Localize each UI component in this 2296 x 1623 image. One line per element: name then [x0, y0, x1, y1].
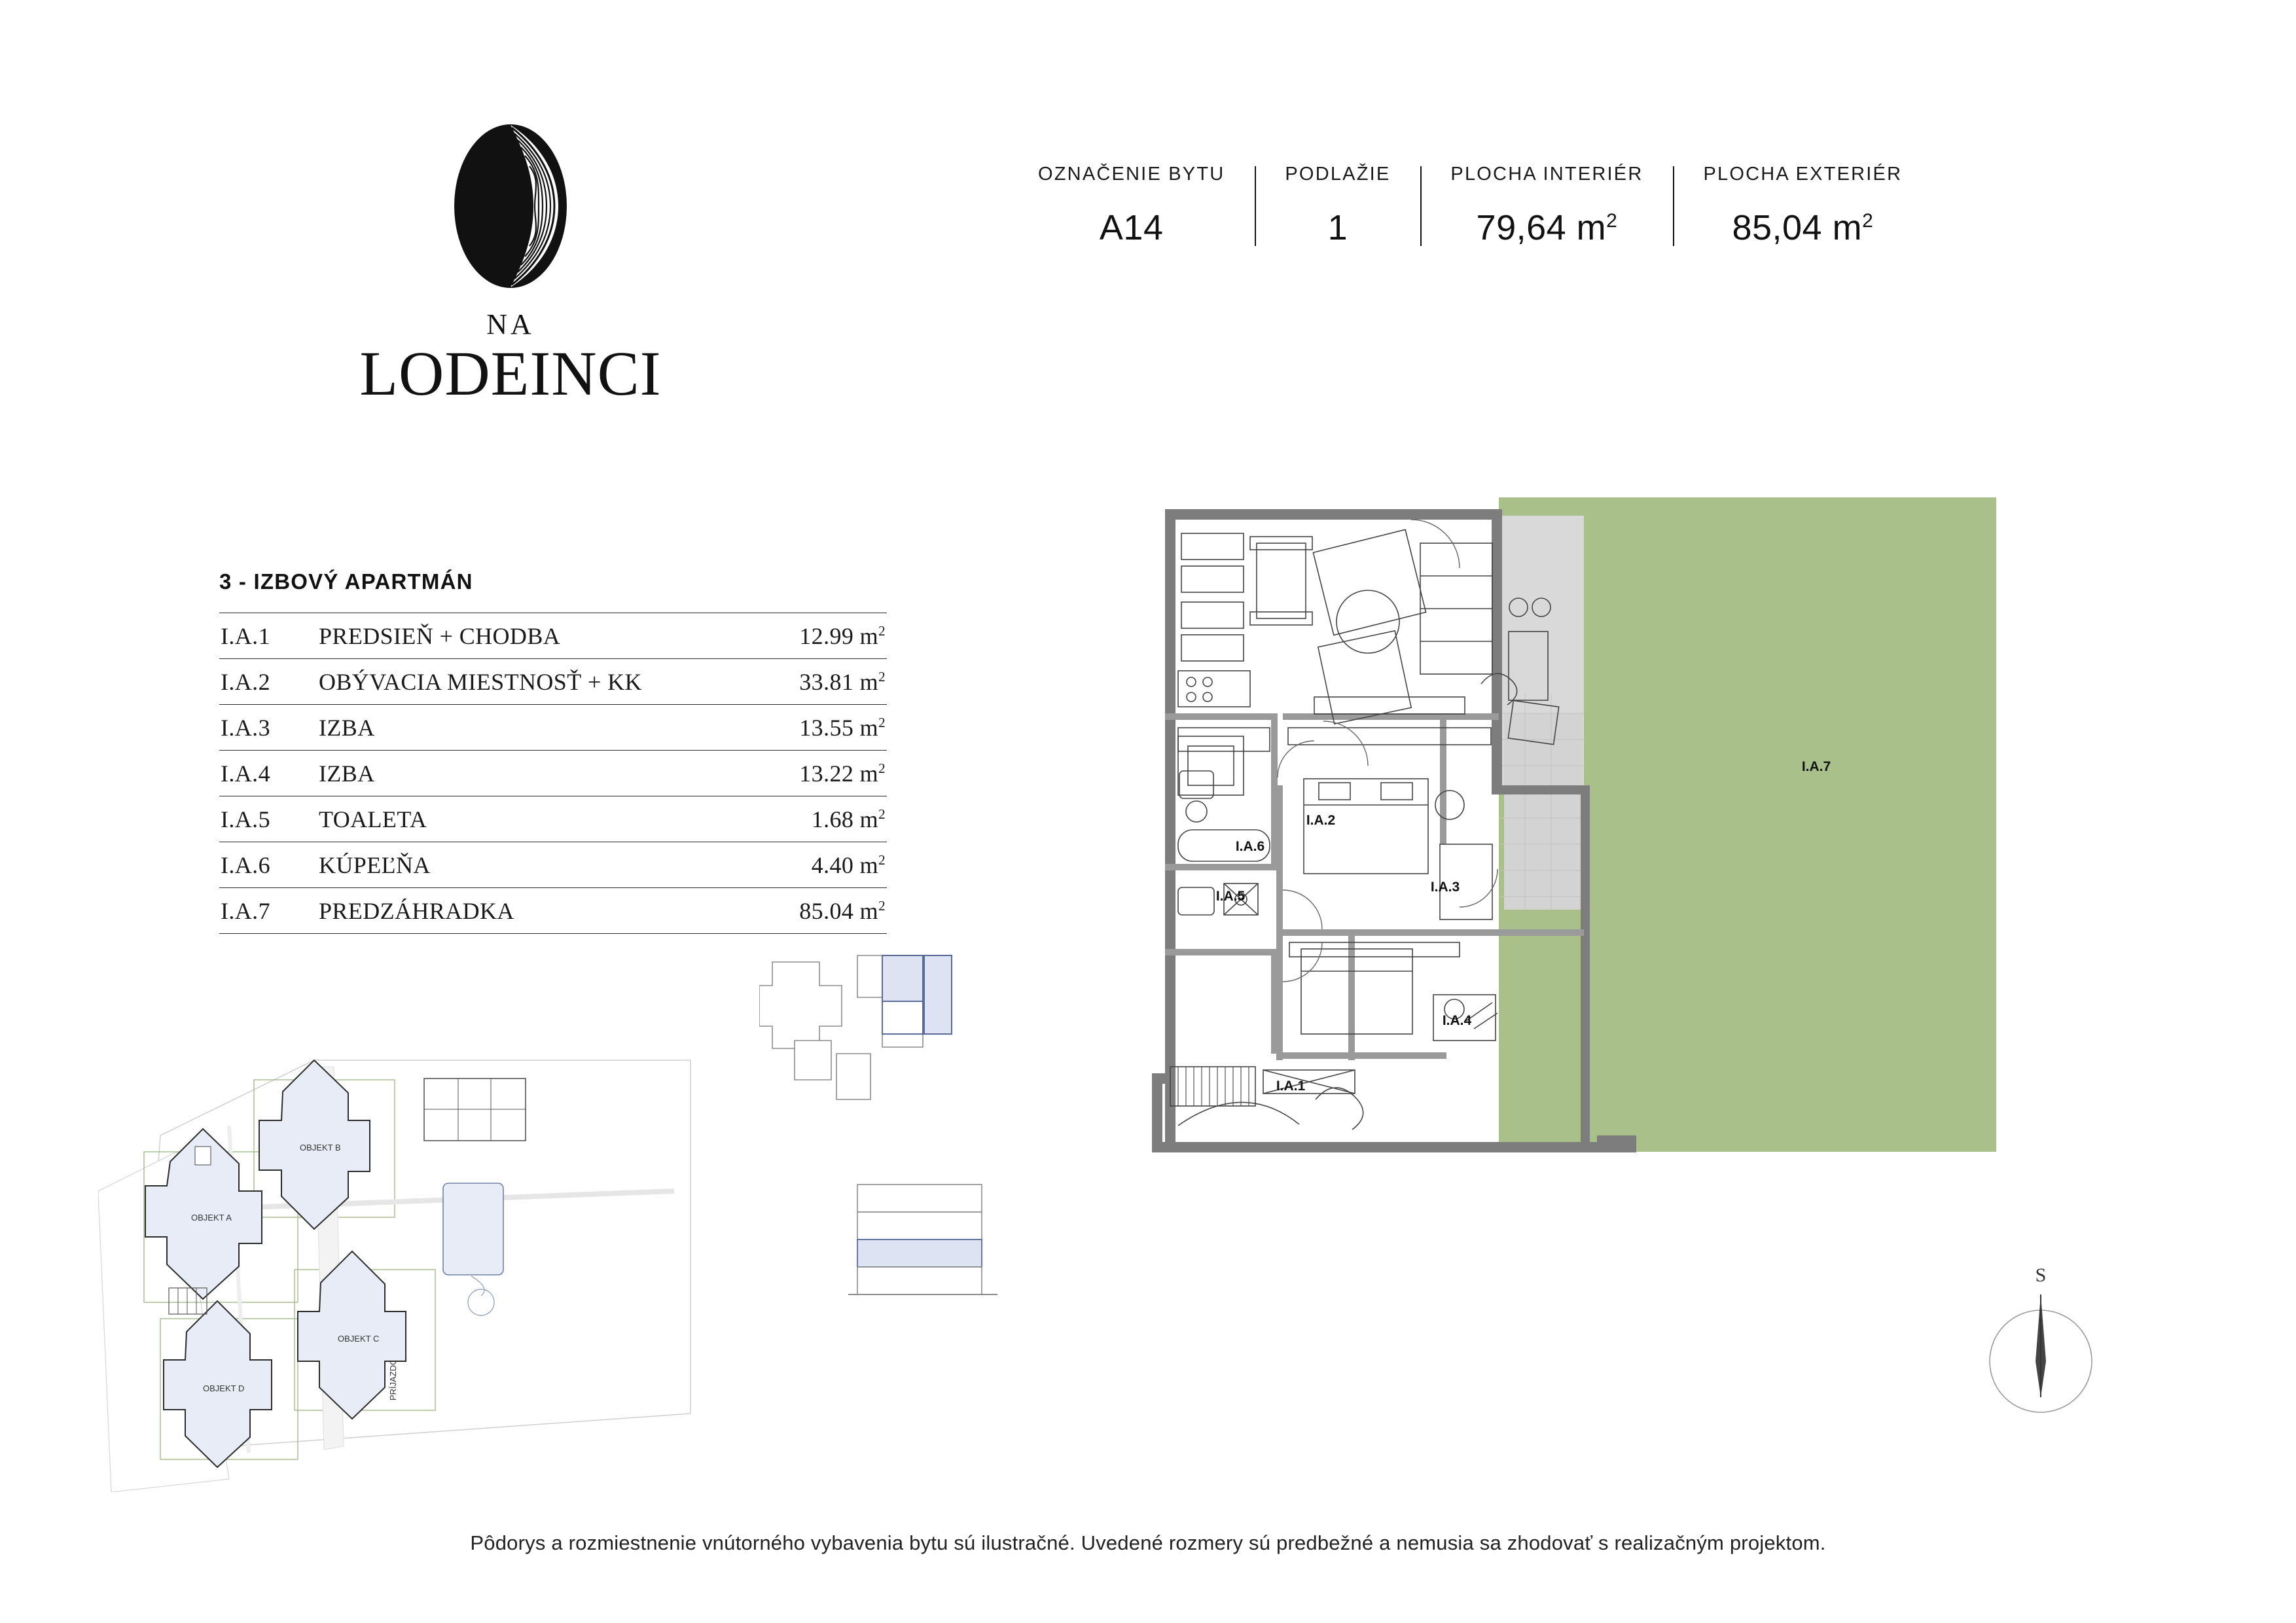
- room-name: PREDSIEŇ + CHODBA: [317, 613, 723, 659]
- room-table: [219, 613, 887, 934]
- room-schedule: [219, 569, 900, 934]
- room-label-ia5: I.A.5: [1215, 889, 1246, 904]
- site-building-label: OBJEKT C: [338, 1334, 380, 1344]
- stat-value: 79,64 $m^2$: [1476, 208, 1618, 247]
- room-label-ia2: I.A.2: [1306, 813, 1336, 828]
- stat-label: PODLAŽIE: [1285, 164, 1391, 185]
- site-building-label: OBJEKT A: [191, 1213, 232, 1222]
- stat-apartment-code: [1008, 164, 1255, 248]
- apartment-floorplan: [1152, 497, 2016, 1191]
- door-swings: [1278, 520, 1498, 982]
- key-plan-highlight-unit: [882, 955, 952, 1034]
- room-label-ia7: I.A.7: [1801, 759, 1831, 774]
- furniture-bathroom: [1178, 728, 1270, 915]
- stat-value: A14: [1099, 208, 1164, 247]
- table-row: [219, 796, 887, 842]
- room-code: I.A.3: [219, 705, 317, 751]
- stat-interior-area: [1420, 164, 1673, 248]
- furniture-hall: [1170, 1067, 1363, 1130]
- o-leaf-logo-icon: [442, 118, 579, 294]
- room-code: I.A.4: [219, 751, 317, 796]
- apartment-summary: [1008, 164, 1932, 248]
- room-code: I.A.6: [219, 842, 317, 888]
- room-label-ia1: I.A.1: [1276, 1079, 1306, 1094]
- room-label-ia3: I.A.3: [1430, 880, 1460, 895]
- compass-direction-label: S: [2035, 1264, 2047, 1286]
- brand-name: LODEINCI: [359, 338, 662, 408]
- stat-label: PLOCHA INTERIÉR: [1450, 164, 1643, 185]
- brand-pre-name: NA: [486, 308, 535, 340]
- site-building-label: OBJEKT B: [300, 1143, 341, 1152]
- room-area: 85.04 $m^2$: [723, 888, 887, 934]
- room-code: I.A.7: [219, 888, 317, 934]
- table-row: [219, 751, 887, 796]
- brand-logo: [340, 118, 681, 410]
- key-plan-highlight-floor: [857, 1240, 982, 1267]
- room-area: 33.81 $m^2$: [723, 659, 887, 705]
- room-name: OBÝVACIA MIESTNOSŤ + KK: [317, 659, 723, 705]
- room-name: IZBA: [317, 705, 723, 751]
- compass-rose: [1970, 1263, 2114, 1427]
- room-code: I.A.5: [219, 796, 317, 842]
- room-area: 4.40 $m^2$: [723, 842, 887, 888]
- room-name: TOALETA: [317, 796, 723, 842]
- stat-exterior-area: [1673, 164, 1932, 248]
- table-row: [219, 842, 887, 888]
- table-row: [219, 888, 887, 934]
- room-area: 13.22 $m^2$: [723, 751, 887, 796]
- key-plan-elevation-diagram: [844, 1178, 1008, 1322]
- key-plan-floor-diagram: [759, 949, 995, 1132]
- site-plan-diagram: [98, 995, 700, 1492]
- disclaimer-note: Pôdorys a rozmiestnenie vnútorného vybavenia bytu sú ilustračné. Uvedené rozmery sú predbežné a nemusia sa zhodovať s realizačným projektom.: [470, 1531, 1826, 1554]
- stat-floor: [1255, 164, 1420, 248]
- room-name: PREDZÁHRADKA: [317, 888, 723, 934]
- room-label-ia4: I.A.4: [1442, 1013, 1472, 1028]
- stat-label: OZNAČENIE BYTU: [1038, 164, 1225, 185]
- room-area: 12.99 $m^2$: [723, 613, 887, 659]
- stat-value: 1: [1327, 208, 1348, 247]
- room-code: I.A.2: [219, 659, 317, 705]
- apartment-type-title: 3 - IZBOVÝ APARTMÁN: [219, 569, 473, 594]
- site-amenity-block: [424, 1079, 526, 1141]
- room-area: 13.55 $m^2$: [723, 705, 887, 751]
- room-code: I.A.1: [219, 613, 317, 659]
- room-label-ia6: I.A.6: [1235, 839, 1265, 854]
- stat-label: PLOCHA EXTERIÉR: [1703, 164, 1903, 185]
- table-row: [219, 705, 887, 751]
- site-building-label: OBJEKT D: [203, 1383, 245, 1393]
- room-area: 1.68 $m^2$: [723, 796, 887, 842]
- stat-value: 85,04 $m^2$: [1732, 208, 1874, 247]
- room-name: IZBA: [317, 751, 723, 796]
- table-row: [219, 613, 887, 659]
- room-name: KÚPEĽŇA: [317, 842, 723, 888]
- table-row: [219, 659, 887, 705]
